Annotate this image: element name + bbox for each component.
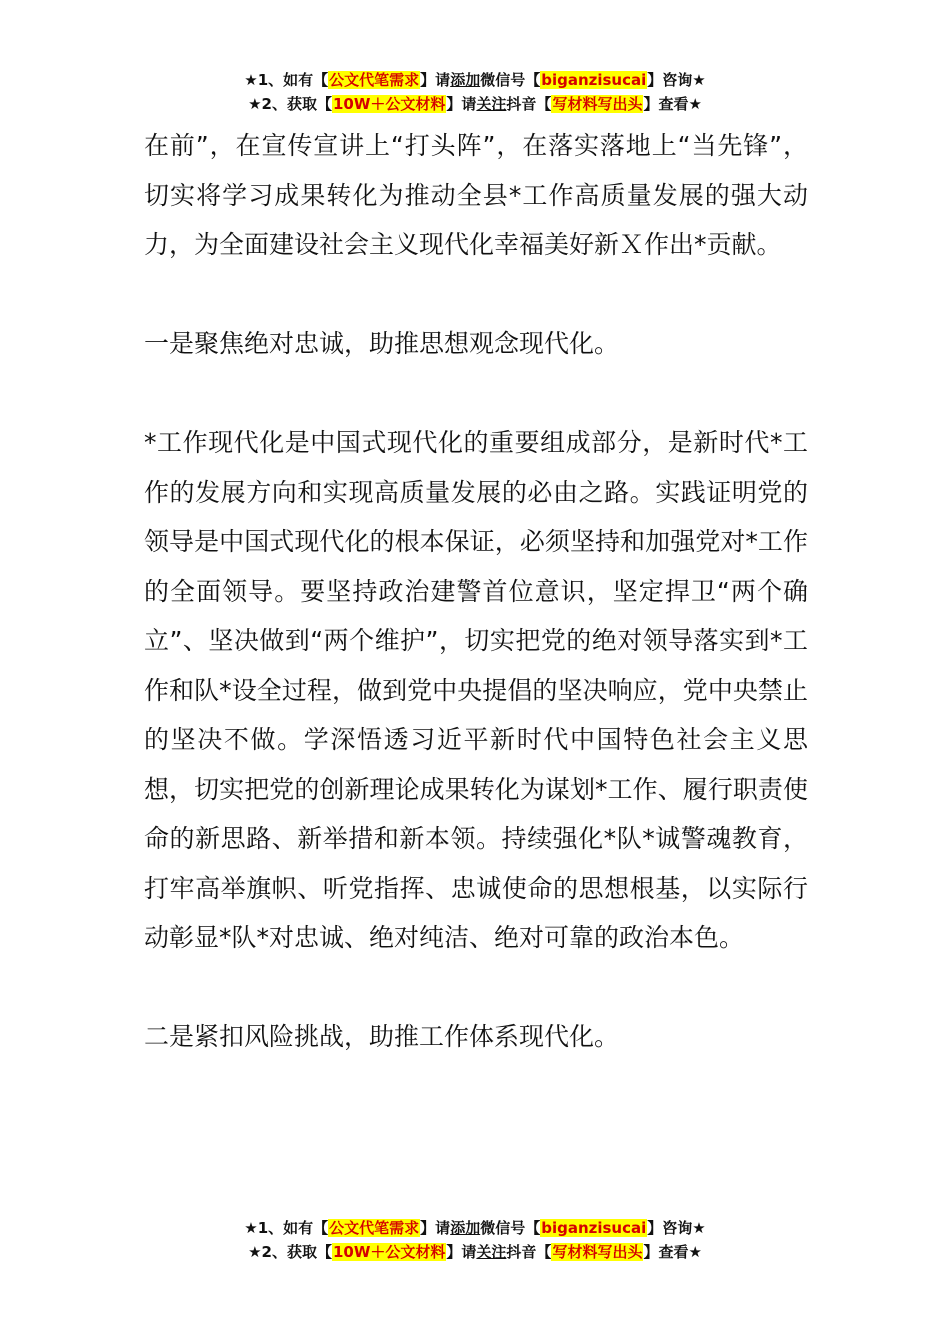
banner-line-2: ★2、获取【10W＋公文材料】请关注抖音【写材料写出头】查看★ [248,95,702,113]
footer-banner [0,1216,950,1264]
highlight-wechat-id: biganzisucai [541,1219,647,1237]
section-heading-2: 二是紧扣风险挑战，助推工作体系现代化。 [144,1022,620,1051]
banner-line-2: ★2、获取【10W＋公文材料】请关注抖音【写材料写出头】查看★ [248,1243,702,1261]
highlight-materials: 10W＋公文材料 [332,95,446,113]
highlight-service: 公文代笔需求 [329,1219,420,1237]
highlight-materials: 10W＋公文材料 [332,1243,446,1261]
highlight-wechat-id: biganzisucai [541,71,647,89]
banner-line-1: ★1、如有【公文代笔需求】请添加微信号【biganzisucai】咨询★ [244,1219,706,1237]
header-banner [0,68,950,116]
highlight-service: 公文代笔需求 [329,71,420,89]
highlight-douyin: 写材料写出头 [552,95,643,113]
paragraph-body: *工作现代化是中国式现代化的重要组成部分，是新时代*工作的发展方向和实现高质量发展的必由之路。实践证明党的领导是中国式现代化的根本保证，必须坚持和加强党对*工作的全面领导。要坚持政治建警首位意识，坚定捍卫“两个确立”、坚决做到“两个维护”，切实把党的绝对领导落实到*工作和队*设全过程，做到党中央提倡的坚决响应，党中央禁止的坚决不做。学深悟透习近平新时代中国特色社会主义思想，切实把党的创新理论成果转化为谋划*工作、履行职责使命的新思路、新举措和新本领。持续强化*队*诚警魂教育，打牢高举旗帜、听党指挥、忠诚使命的思想根基，以实际行动彰显*队*对忠诚、绝对纯洁、绝对可靠的政治本色。 [144,428,808,952]
highlight-douyin: 写材料写出头 [552,1243,643,1261]
section-heading-1: 一是聚焦绝对忠诚，助推思想观念现代化。 [144,329,620,358]
document-body [144,121,808,1062]
banner-line-1: ★1、如有【公文代笔需求】请添加微信号【biganzisucai】咨询★ [244,71,706,89]
paragraph-continuation: 在前”，在宣传宣讲上“打头阵”，在落实落地上“当先锋”，切实将学习成果转化为推动全县*工作高质量发展的强大动力，为全面建设社会主义现代化幸福美好新Ｘ作出*贡献。 [144,131,808,259]
